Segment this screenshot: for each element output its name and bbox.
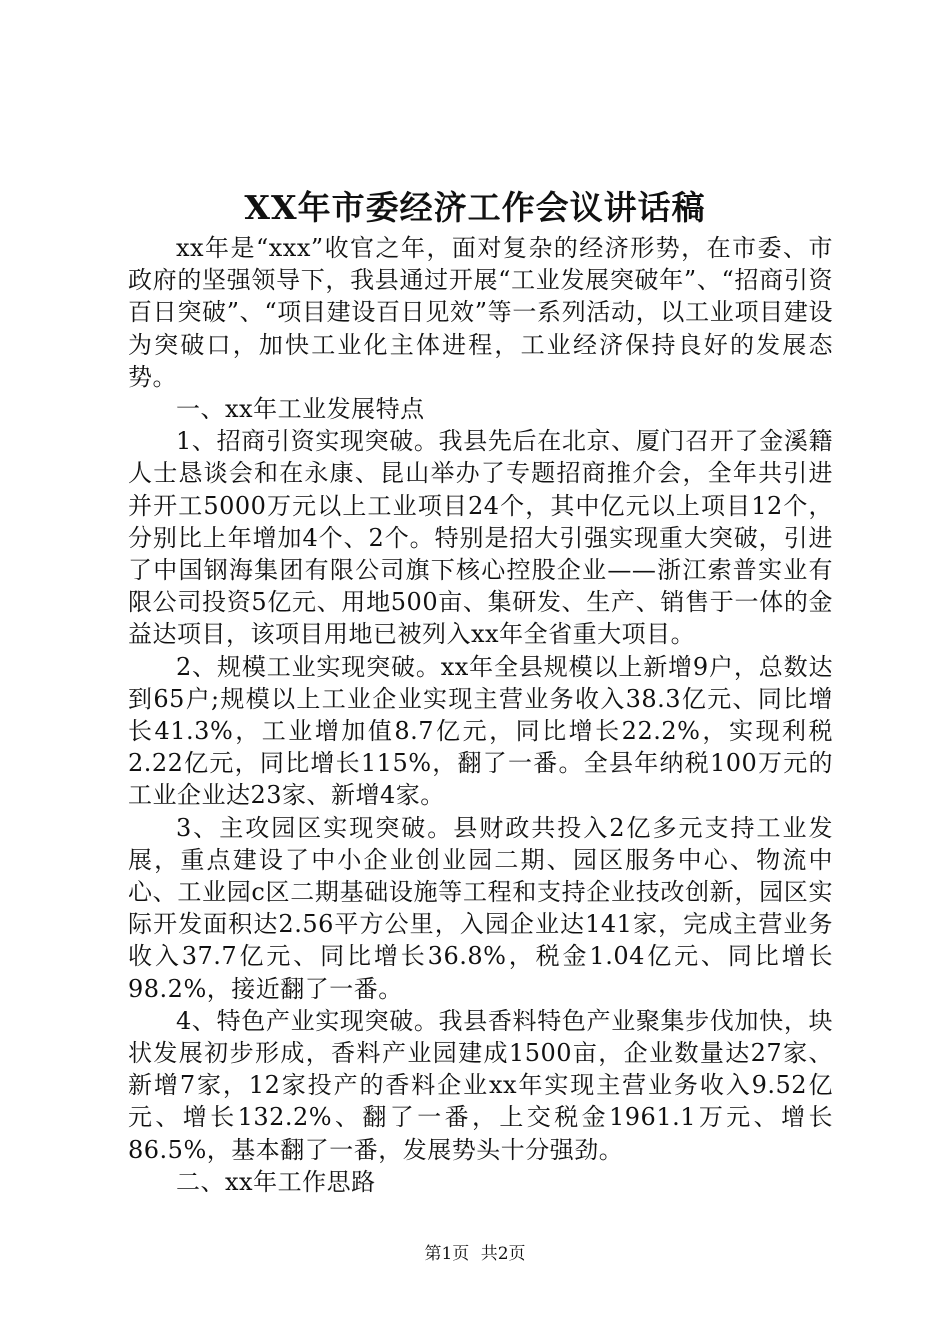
document-body	[128, 232, 833, 1198]
document-title: XX年市委经济工作会议讲话稿	[244, 188, 706, 227]
paragraph-featured-industry: 4、特色产业实现突破。我县香料特色产业聚集步伐加快，块状发展初步形成，香料产业园建成1500亩，企业数量达27家、新增7家，12家投产的香料企业xx年实现主营业务收入9.52亿元、增长132.2%、翻了一番，上交税金1961.1万元、增长86.5%，基本翻了一番，发展势头十分强劲。	[128, 1006, 833, 1164]
page-number-total: 共2页	[480, 1244, 526, 1264]
page-number-current: 第1页	[424, 1244, 470, 1264]
section-heading-1: 一、xx年工业发展特点	[176, 395, 425, 424]
section-heading-2: 二、xx年工作思路	[176, 1167, 376, 1196]
intro-paragraph: xx年是“xxx”收官之年，面对复杂的经济形势，在市委、市政府的坚强领导下，我县通过开展“工业发展突破年”、“招商引资百日突破”、“项目建设百日见效”等一系列活动，以工业项目建设为突破口，加快工业化主体进程，工业经济保持良好的发展态势。	[128, 234, 833, 391]
paragraph-scale-industry: 2、规模工业实现突破。xx年全县规模以上新增9户，总数达到65户;规模以上工业企业实现主营业务收入38.3亿元、同比增长41.3%，工业增加值8.7亿元，同比增长22.2%，实现利税2.22亿元，同比增长115%，翻了一番。全县年纳税100万元的工业企业达23家、新增4家。	[128, 652, 833, 810]
paragraph-investment: 1、招商引资实现突破。我县先后在北京、厦门召开了金溪籍人士恳谈会和在永康、昆山举办了专题招商推介会，全年共引进并开工5000万元以上工业项目24个，其中亿元以上项目12个，分别比上年增加4个、2个。特别是招大引强实现重大突破，引进了中国钢海集团有限公司旗下核心控股企业——浙江索普实业有限公司投资5亿元、用地500亩、集研发、生产、销售于一体的金益达项目，该项目用地已被列入xx年全省重大项目。	[128, 427, 833, 649]
paragraph-industrial-park: 3、主攻园区实现突破。县财政共投入2亿多元支持工业发展，重点建设了中小企业创业园二期、园区服务中心、物流中心、工业园c区二期基础设施等工程和支持企业技改创新，园区实际开发面积达2.56平方公里，入园企业达141家，完成主营业务收入37.7亿元、同比增长36.8%，税金1.04亿元、同比增长98.2%，接近翻了一番。	[128, 813, 833, 1003]
page-footer	[0, 1243, 950, 1265]
